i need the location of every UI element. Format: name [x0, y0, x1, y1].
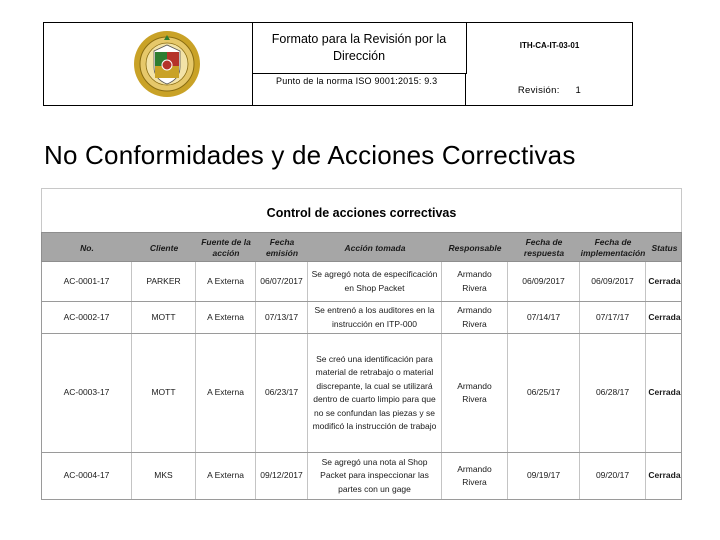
- col-fecha-respuesta-cell: 06/09/2017: [508, 262, 580, 301]
- norm-point: Punto de la norma ISO 9001:2015: 9.3: [252, 73, 466, 105]
- table-title: Control de acciones correctivas: [41, 188, 682, 232]
- col-fuente-header: Fuente de la acción: [201, 237, 251, 258]
- col-responsable-cell: Armando Rivera: [442, 334, 508, 452]
- col-no-cell: AC-0002-17: [42, 302, 132, 333]
- col-no-cell: AC-0004-17: [42, 453, 132, 499]
- revision-label: Revisión:: [517, 85, 560, 96]
- col-fecha-emision-cell: 09/12/2017: [256, 453, 308, 499]
- corrective-actions-table: [41, 188, 682, 500]
- col-no-cell: AC-0001-17: [42, 262, 132, 301]
- table-row: [41, 262, 682, 302]
- col-cliente-cell: PARKER: [132, 262, 196, 301]
- table-row: [41, 302, 682, 334]
- revision-line: [467, 85, 632, 103]
- table-row: [41, 453, 682, 500]
- col-fecha-emision-header: Fecha emisión: [265, 237, 299, 258]
- col-fecha-emision-cell: 07/13/17: [256, 302, 308, 333]
- col-fecha-implementacion-cell: 09/20/17: [580, 453, 646, 499]
- col-cliente-cell: MOTT: [132, 334, 196, 452]
- col-accion-cell: Se entrenó a los auditores en la instrucción en ITP-000: [308, 302, 442, 333]
- col-responsable-cell: Armando Rivera: [442, 302, 508, 333]
- form-title: Formato para la Revisión por la Dirección: [252, 23, 467, 74]
- col-status-cell: Cerrada: [648, 275, 681, 286]
- col-fecha-emision-cell: 06/07/2017: [256, 262, 308, 301]
- revision-number: 1: [575, 85, 582, 96]
- col-fuente-cell: A Externa: [196, 453, 256, 499]
- col-no-cell: AC-0003-17: [42, 334, 132, 452]
- col-fecha-implementacion-cell: 06/09/2017: [580, 262, 646, 301]
- col-fecha-respuesta-cell: 06/25/17: [508, 334, 580, 452]
- col-no-header: No.: [80, 242, 94, 253]
- document-header: [43, 22, 633, 106]
- col-accion-cell: Se agregó una nota al Shop Packet para inspeccionar las partes con un gage: [308, 453, 442, 499]
- col-fuente-cell: A Externa: [196, 262, 256, 301]
- col-status-cell: Cerrada: [648, 470, 681, 481]
- col-responsable-header: Responsable: [448, 242, 502, 253]
- institution-seal-icon: [132, 29, 202, 99]
- page-title: No Conformidades y de Acciones Correctivas: [44, 140, 576, 170]
- logo-cell: [44, 23, 253, 105]
- col-fecha-respuesta-header: Fecha de respuesta: [523, 237, 565, 258]
- table-row: [41, 334, 682, 453]
- col-fecha-respuesta-cell: 07/14/17: [508, 302, 580, 333]
- col-fecha-respuesta-cell: 09/19/17: [508, 453, 580, 499]
- col-fecha-implementacion-cell: 07/17/17: [580, 302, 646, 333]
- col-accion-header: Acción tomada: [344, 242, 406, 253]
- col-status-header: Status: [651, 242, 678, 253]
- col-fecha-emision-cell: 06/23/17: [256, 334, 308, 452]
- col-accion-cell: Se agregó nota de especificación en Shop Packet: [308, 262, 442, 301]
- col-status-cell: Cerrada: [648, 387, 681, 398]
- col-fuente-cell: A Externa: [196, 334, 256, 452]
- col-fecha-implementacion-header: Fecha de implementación: [580, 237, 646, 258]
- col-responsable-cell: Armando Rivera: [442, 262, 508, 301]
- col-responsable-cell: Armando Rivera: [442, 453, 508, 499]
- table-header-row: [41, 232, 682, 262]
- col-cliente-cell: MOTT: [132, 302, 196, 333]
- col-fuente-cell: A Externa: [196, 302, 256, 333]
- col-fecha-implementacion-cell: 06/28/17: [580, 334, 646, 452]
- col-cliente-header: Cliente: [149, 242, 179, 253]
- col-status-cell: Cerrada: [648, 311, 681, 322]
- col-accion-cell: Se creó una identificación para material de retrabajo o material discrepante, la cual se utilizará dentro de cuarto limpio para que no se confundan las piezas y se modificó la instrucción de trabajo: [308, 334, 442, 452]
- col-cliente-cell: MKS: [132, 453, 196, 499]
- document-code: ITH-CA-IT-03-01: [519, 40, 580, 50]
